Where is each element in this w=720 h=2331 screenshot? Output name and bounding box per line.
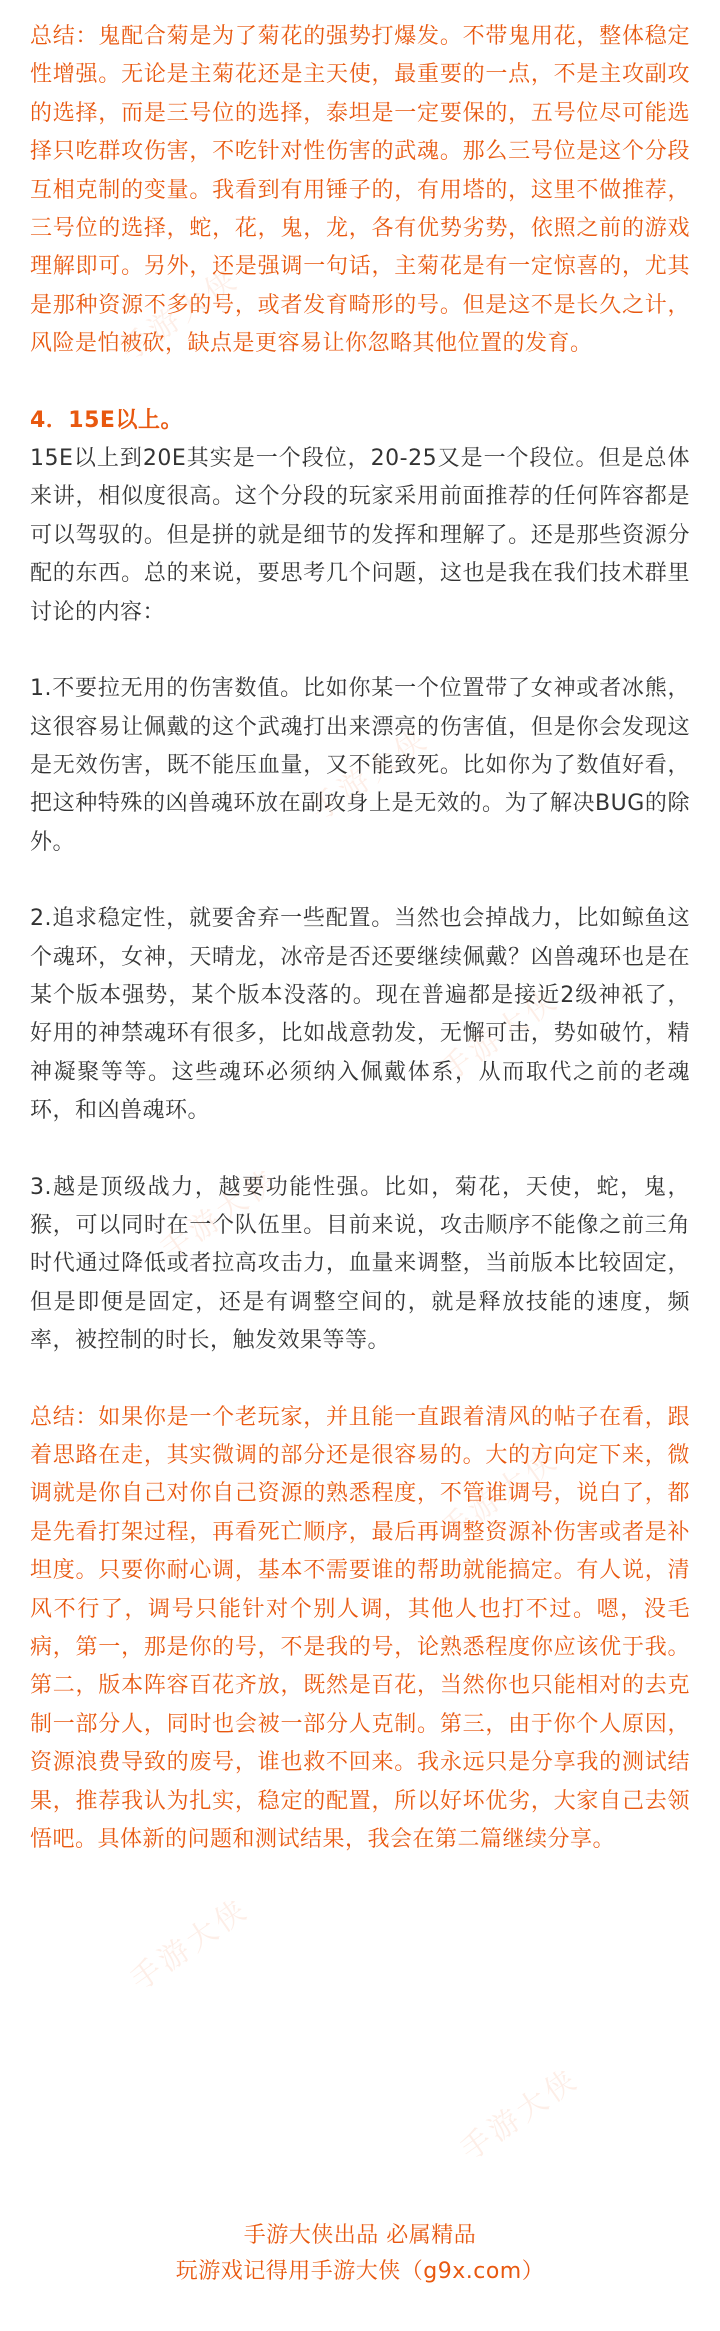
watermark: 手游大侠 xyxy=(304,721,436,829)
watermark: 手游大侠 xyxy=(154,1161,286,1269)
section-heading: 4．15E以上。 xyxy=(30,407,183,433)
summary-paragraph-1: 总结：鬼配合菊是为了菊花的强势打爆发。不带鬼用花，整体稳定性增强。无论是主菊花还是主天使，最重要的一点，不是主攻副攻的选择，而是三号位的选择，泰坦是一定要保的，五号位尽可能选择只吃群攻伤害，不吃针对性伤害的武魂。那么三号位是这个分段互相克制的变量。我看到有用锤子的，有用塔的，这里不做推荐，三号位的选择，蛇，花，鬼，龙，各有优势劣势，依照之前的游戏理解即可。另外，还是强调一句话，主菊花是有一定惊喜的，尤其是那种资源不多的号，或者发育畸形的号。但是这不是长久之计，风险是怕被砍，缺点是更容易让你忽略其他位置的发育。 xyxy=(30,24,690,357)
watermark: 手游大侠 xyxy=(434,1441,566,1549)
paragraph-gap xyxy=(30,862,690,900)
paragraph-gap xyxy=(30,364,690,402)
paragraph-gap xyxy=(30,1131,690,1169)
watermark: 手游大侠 xyxy=(124,1891,256,1999)
footer-site-link: 玩游戏记得用手游大侠（g9x.com） xyxy=(175,2259,545,2284)
summary-paragraph-2: 总结：如果你是一个老玩家，并且能一直跟着清风的帖子在看，跟着思路在走，其实微调的部分还是很容易的。大的方向定下来，微调就是你自己对你自己资源的熟悉程度，不管谁调号，说白了，都是先看打架过程，再看死亡顺序，最后再调整资源补伤害或者是补坦度。只要你耐心调，基本不需要谁的帮助就能搞定。有人说，清风不行了，调号只能针对个别人调，其他人也打不过。嗯，没毛病，第一，那是你的号，不是我的号，论熟悉程度你应该优于我。第二，版本阵容百花齐放，既然是百花，当然你也只能相对的去克制一部分人，同时也会被一部分人克制。第三，由于你个人原因，资源浪费导致的废号，谁也救不回来。我永远只是分享我的测试结果，推荐我认为扎实，稳定的配置，所以好坏优劣，大家自己去领悟吧。具体新的问题和测试结果，我会在第二篇继续分享。 xyxy=(30,1404,690,1853)
watermark: 手游大侠 xyxy=(434,981,566,1089)
watermark: 手游大侠 xyxy=(114,261,246,369)
point-3-paragraph: 3.越是顶级战力，越要功能性强。比如，菊花，天使，蛇，鬼，猴，可以同时在一个队伍里。目前来说，攻击顺序不能像之前三角时代通过降低或者拉高攻击力，血量来调整，当前版本比较固定，但是即便是固定，还是有调整空间的，就是释放技能的速度，频率，被控制的时长，触发效果等等。 xyxy=(30,1174,690,1354)
footer xyxy=(0,2218,720,2290)
point-1-paragraph: 1.不要拉无用的伤害数值。比如你某一个位置带了女神或者冰熊，这很容易让佩戴的这个武魂打出来漂亮的伤害值，但是你会发现这是无效伤害，既不能压血量，又不能致死。比如你为了数值好看，把这种特殊的凶兽魂环放在副攻身上是无效的。为了解决BUG的除外。 xyxy=(30,676,690,855)
paragraph-gap xyxy=(30,632,690,670)
watermark: 手游大侠 xyxy=(454,2061,586,2169)
section-intro-paragraph: 15E以上到20E其实是一个段位，20-25又是一个段位。但是总体来讲，相似度很高。这个分段的玩家采用前面推荐的任何阵容都是可以驾驭的。但是拼的就是细节的发挥和理解了。还是那些资源分配的东西。总的来说，要思考几个问题，这也是我在我们技术群里讨论的内容： xyxy=(30,446,690,625)
paragraph-gap xyxy=(30,1361,690,1399)
point-2-paragraph: 2.追求稳定性，就要舍弃一些配置。当然也会掉战力，比如鲸鱼这个魂环，女神，天晴龙，冰帝是否还要继续佩戴？凶兽魂环也是在某个版本强势，某个版本没落的。现在普遍都是接近2级神祇了，好用的神禁魂环有很多，比如战意勃发，无懈可击，势如破竹，精神凝聚等等。这些魂环必须纳入佩戴体系，从而取代之前的老魂环，和凶兽魂环。 xyxy=(30,906,690,1124)
footer-slogan: 手游大侠出品 必属精品 xyxy=(243,2223,477,2248)
